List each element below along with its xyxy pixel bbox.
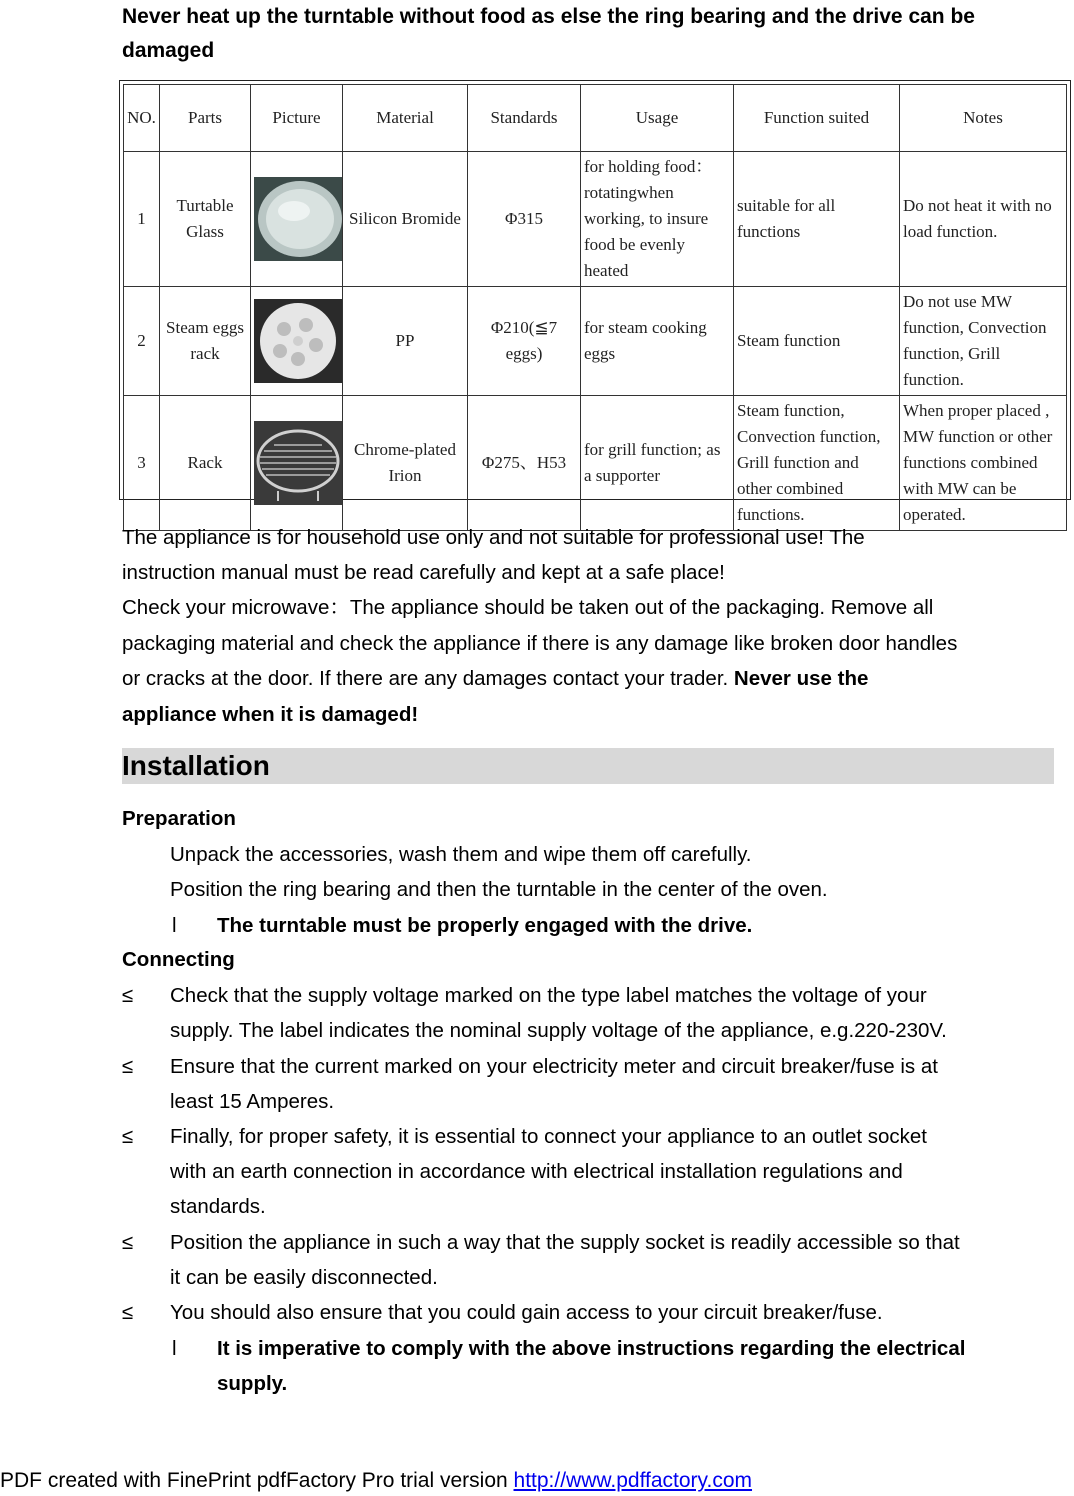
col-header-standards: Standards: [468, 85, 581, 152]
cell-no: 2: [124, 287, 160, 396]
cell-picture: [251, 396, 343, 531]
cell-usage: for grill function; as a supporter: [581, 396, 734, 531]
intro-line-3: Check your microwave：The appliance should be taken out of the packaging. Remove all: [122, 596, 934, 619]
cell-picture: [251, 287, 343, 396]
pdf-footer: [0, 1466, 752, 1496]
connecting-note-line-1: It is imperative to comply with the above instructions regarding the electrical: [217, 1337, 966, 1360]
cell-notes: When proper placed , MW function or other functions combined with MW can be operated.: [900, 396, 1067, 531]
parts-table: [123, 84, 1067, 531]
section-heading-bar: [122, 748, 1054, 784]
parts-table-frame: [119, 80, 1071, 524]
connecting-item-4-line-2: it can be easily disconnected.: [170, 1266, 438, 1289]
col-header-function: Function suited: [734, 85, 900, 152]
table-header-row: [124, 85, 1067, 152]
steam-egg-rack-image: [254, 299, 342, 383]
table-row: [124, 396, 1067, 531]
preparation-title: Preparation: [122, 807, 236, 830]
cell-material: Silicon Bromide: [343, 152, 468, 287]
footer-link[interactable]: http://www.pdffactory.com: [513, 1469, 753, 1492]
cell-no: 1: [124, 152, 160, 287]
table-row: [124, 287, 1067, 396]
col-header-parts: Parts: [160, 85, 251, 152]
intro-line-4: packaging material and check the appliance if there is any damage like broken door handles: [122, 632, 958, 655]
intro-line-6: appliance when it is damaged!: [122, 703, 419, 726]
col-header-picture: Picture: [251, 85, 343, 152]
connecting-note-line-2: supply.: [217, 1372, 288, 1395]
grill-rack-image: [254, 421, 342, 505]
preparation-note-marker: l: [172, 914, 177, 937]
cell-part: Steam eggs rack: [160, 287, 251, 396]
intro-line-5: [122, 661, 1074, 696]
connecting-item-2-line-2: least 15 Amperes.: [170, 1090, 335, 1113]
connecting-note-marker: l: [172, 1337, 177, 1360]
cell-standard: Φ275、H53: [468, 396, 581, 531]
cell-no: 3: [124, 396, 160, 531]
connecting-item-1-line-1: Check that the supply voltage marked on the type label matches the voltage of your: [170, 984, 927, 1007]
table-row: [124, 152, 1067, 287]
intro-line-2: instruction manual must be read carefully and kept at a safe place!: [122, 561, 725, 584]
connecting-title: Connecting: [122, 948, 235, 971]
footer-text: PDF created with FinePrint pdfFactory Pro trial version: [0, 1469, 514, 1492]
cell-part: Turtable Glass: [160, 152, 251, 287]
col-header-usage: Usage: [581, 85, 734, 152]
bullet-marker: ≤: [122, 1231, 134, 1254]
connecting-item-3-line-3: standards.: [170, 1195, 266, 1218]
cell-standard: Φ315: [468, 152, 581, 287]
cell-material: Chrome-plated Irion: [343, 396, 468, 531]
bullet-marker: ≤: [122, 1125, 134, 1148]
cell-material: PP: [343, 287, 468, 396]
turntable-glass-image: [254, 177, 342, 261]
connecting-item-2-line-1: Ensure that the current marked on your electricity meter and circuit breaker/fuse is at: [170, 1055, 938, 1078]
section-title: Installation: [122, 750, 270, 781]
bullet-marker: ≤: [122, 984, 134, 1007]
intro-line-5-bold: Never use the: [733, 667, 869, 690]
cell-function: Steam function: [734, 287, 900, 396]
preparation-line-2: Position the ring bearing and then the turntable in the center of the oven.: [170, 878, 828, 901]
preparation-line-1: Unpack the accessories, wash them and wipe them off carefully.: [170, 843, 752, 866]
connecting-item-4-line-1: Position the appliance in such a way that the supply socket is readily accessible so that: [170, 1231, 960, 1254]
cell-picture: [251, 152, 343, 287]
cell-standard: Φ210(≦7 eggs): [468, 287, 581, 396]
cell-part: Rack: [160, 396, 251, 531]
intro-line-1: The appliance is for household use only and not suitable for professional use! The: [122, 526, 865, 549]
col-header-no: NO.: [124, 85, 160, 152]
preparation-note: The turntable must be properly engaged with the drive.: [217, 914, 753, 937]
cell-usage: for holding food：rotatingwhen working, to insure food be evenly heated: [581, 152, 734, 287]
connecting-item-1-line-2: supply. The label indicates the nominal supply voltage of the appliance, e.g.220-230V.: [170, 1019, 947, 1042]
cell-function: suitable for all functions: [734, 152, 900, 287]
cell-usage: for steam cooking eggs: [581, 287, 734, 396]
bullet-marker: ≤: [122, 1301, 134, 1324]
warning-text: Never heat up the turntable without food as else the ring bearing and the drive can be damaged: [122, 5, 975, 62]
cell-function: Steam function, Convection function, Grill function and other combined functions.: [734, 396, 900, 531]
bullet-marker: ≤: [122, 1055, 134, 1078]
cell-notes: Do not heat it with no load function.: [900, 152, 1067, 287]
intro-line-5-plain: or cracks at the door. If there are any damages contact your trader.: [122, 667, 734, 690]
connecting-item-3-line-1: Finally, for proper safety, it is essential to connect your appliance to an outlet socket: [170, 1125, 927, 1148]
connecting-item-3-line-2: with an earth connection in accordance with electrical installation regulations and: [170, 1160, 903, 1183]
col-header-material: Material: [343, 85, 468, 152]
connecting-item-5-line-1: You should also ensure that you could gain access to your circuit breaker/fuse.: [170, 1301, 883, 1324]
cell-notes: Do not use MW function, Convection function, Grill function.: [900, 287, 1067, 396]
col-header-notes: Notes: [900, 85, 1067, 152]
